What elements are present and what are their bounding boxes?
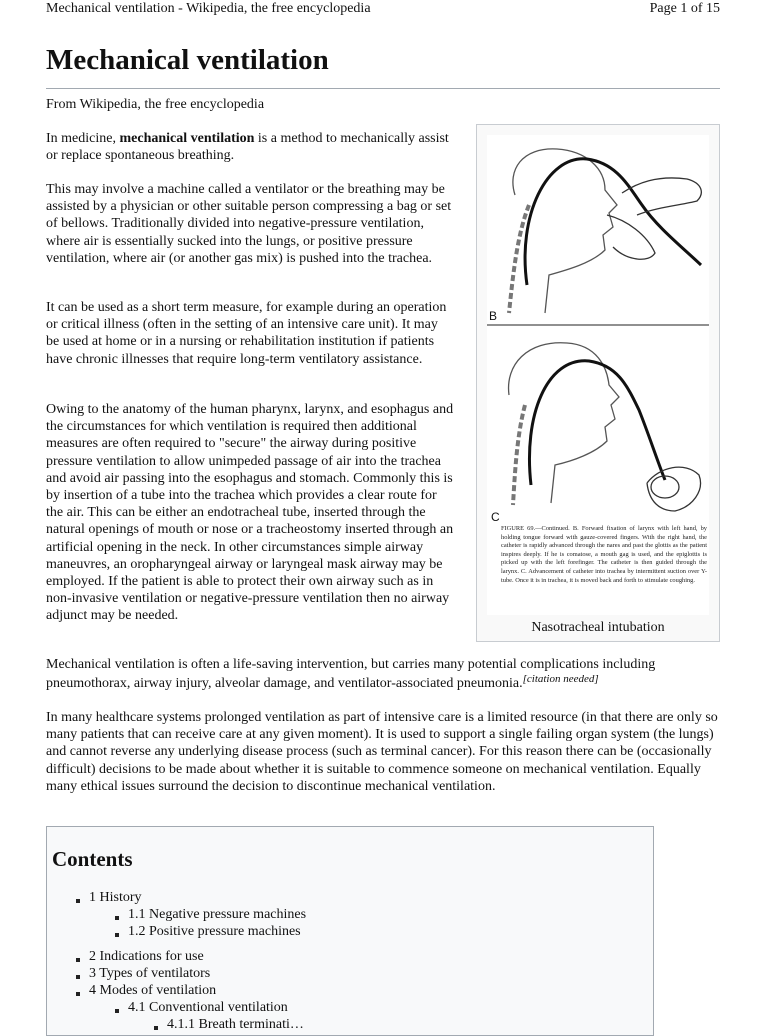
toc-item-conventional[interactable] (128, 1000, 288, 1016)
toc-label: Indications for use (99, 949, 204, 964)
title-rule (46, 88, 720, 89)
toc-bullet (76, 975, 80, 979)
article-source: From Wikipedia, the free encyclopedia (46, 97, 265, 112)
toc-number: 2 (89, 949, 96, 964)
intro-term: mechanical ventilation (119, 131, 255, 146)
toc-item-history[interactable] (89, 890, 142, 906)
toc-title: Contents (52, 847, 133, 871)
toc-number: 1.2 (128, 924, 146, 939)
paragraph-2: This may involve a machine called a ventilator or the breathing may be assisted by a physician or other suitable person compressing a bag or set of bellows. Traditionally divided into negative-pressure ventilation, where air is essentially sucked into the lungs, or positive pressure ventilation, where air (or another gas mix) is pushed into the trachea. (46, 182, 452, 266)
toc-item-negative-pressure[interactable] (128, 907, 306, 923)
toc-item-positive-pressure[interactable] (128, 924, 301, 940)
toc-item-types[interactable] (89, 966, 210, 982)
toc-item-indications[interactable] (89, 949, 204, 965)
figure-panel-c (509, 343, 701, 511)
paragraph-5-text: Mechanical ventilation is often a life-saving intervention, but carries many potential complications including pneumothorax, airway injury, alveolar damage, and ventilator-associated pneumonia. (46, 657, 656, 691)
figure-scan-caption: FIGURE 69.—Continued. B. Forward fixation of larynx with left hand, by holding tongue forward with gauze-covered fingers. With the right hand, the catheter is rapidly advanced through the nares and past the glottis as the patient inspires deeply. If he is comatose, a mouth gag is used, and the epiglottis is picked up with the left forefinger. The catheter is then guided through the larynx. C. Advancement of catheter into trachea by intermittent suction over Y-tube. Once it is in trachea, it is moved back and forth to stimulate coughing. (501, 525, 707, 584)
toc-number: 4.1.1 (167, 1017, 195, 1032)
intro-paragraph (46, 130, 454, 164)
toc-number: 3 (89, 966, 96, 981)
figure-label-c: C (491, 510, 500, 524)
toc-bullet (115, 933, 119, 937)
hand-b (622, 178, 701, 215)
paragraph-6: In many healthcare systems prolonged ventilation as part of intensive care is a limited resource (in that there are only so many patients that can receive care at any given moment). It is used to support a single failing organ system (the lungs) and cannot reverse any underlying disease process (such as terminal cancer). For this reason there can be (occasionally difficult) decisions to be made about whether it is suitable to commence someone on mechanical ventilation. Equally many ethical issues surround the decision to discontinue mechanical ventilation. (46, 710, 718, 794)
toc-label: History (99, 890, 142, 905)
figure-caption: Nasotracheal intubation (531, 620, 665, 635)
toc-item-modes[interactable] (89, 983, 216, 999)
toc-bullet (115, 1009, 119, 1013)
toc-label: Conventional ventilation (149, 1000, 288, 1015)
figure-box (476, 124, 720, 642)
toc-item-breath-termination[interactable] (167, 1017, 304, 1033)
figure-image (487, 135, 709, 615)
toc-label: Modes of ventilation (99, 983, 217, 998)
figure-panel-b (509, 149, 701, 313)
toc-bullet (115, 916, 119, 920)
toc-number: 1.1 (128, 907, 146, 922)
page-header-title: Mechanical ventilation - Wikipedia, the free encyclopedia (46, 1, 371, 16)
toc-number: 4.1 (128, 1000, 146, 1015)
toc-label: Negative pressure machines (149, 907, 307, 922)
paragraph-4: Owing to the anatomy of the human pharynx, larynx, and esophagus and the circumstances for which ventilation is required then additional measures are often required to "secure" the airway during positive pressure ventilation to allow unimpeded passage of air into the trachea and avoid air passing into the esophagus and stomach. Commonly this is by insertion of a tube into the trachea which provides a clear route for the air. This can be either an endotracheal tube, inserted through the natural openings of mouth or nose or a tracheostomy inserted through an artificial opening in the neck. In other circumstances simple airway maneuvres, an oropharyngeal airway or laryngeal mask airway may be employed. If the patient is able to protect their own airway such as in non-invasive ventilation or negative-pressure ventilation then no airway adjunct may be needed. (46, 402, 454, 624)
table-of-contents (46, 826, 654, 1036)
toc-label: Types of ventilators (99, 966, 211, 981)
toc-label: Positive pressure machines (149, 924, 301, 939)
spine-c (513, 405, 525, 505)
toc-bullet (154, 1026, 158, 1030)
toc-bullet (76, 958, 80, 962)
article-title: Mechanical ventilation (46, 44, 329, 76)
page-indicator: Page 1 of 15 (649, 1, 720, 16)
catheter-c (529, 361, 665, 485)
intro-suffix: is a method to mechanically assist or replace spontaneous breathing. (46, 131, 449, 164)
toc-label: Breath terminati… (198, 1017, 304, 1032)
toc-number: 1 (89, 890, 96, 905)
citation-needed[interactable]: [citation needed] (522, 673, 599, 685)
hand-c (647, 467, 700, 511)
toc-bullet (76, 899, 80, 903)
intro-prefix: In medicine, (46, 131, 120, 146)
figure-label-b: B (489, 309, 498, 323)
toc-number: 4 (89, 983, 96, 998)
paragraph-3: It can be used as a short term measure, for example during an operation or critical illness (often in the setting of an intensive care unit). It may be used at home or in a nursing or rehabilitation institution if patients have chronic illnesses that require long-term ventilatory assistance. (46, 300, 447, 367)
toc-bullet (76, 992, 80, 996)
paragraph-5 (46, 655, 726, 694)
hand-lower-b (607, 215, 655, 259)
